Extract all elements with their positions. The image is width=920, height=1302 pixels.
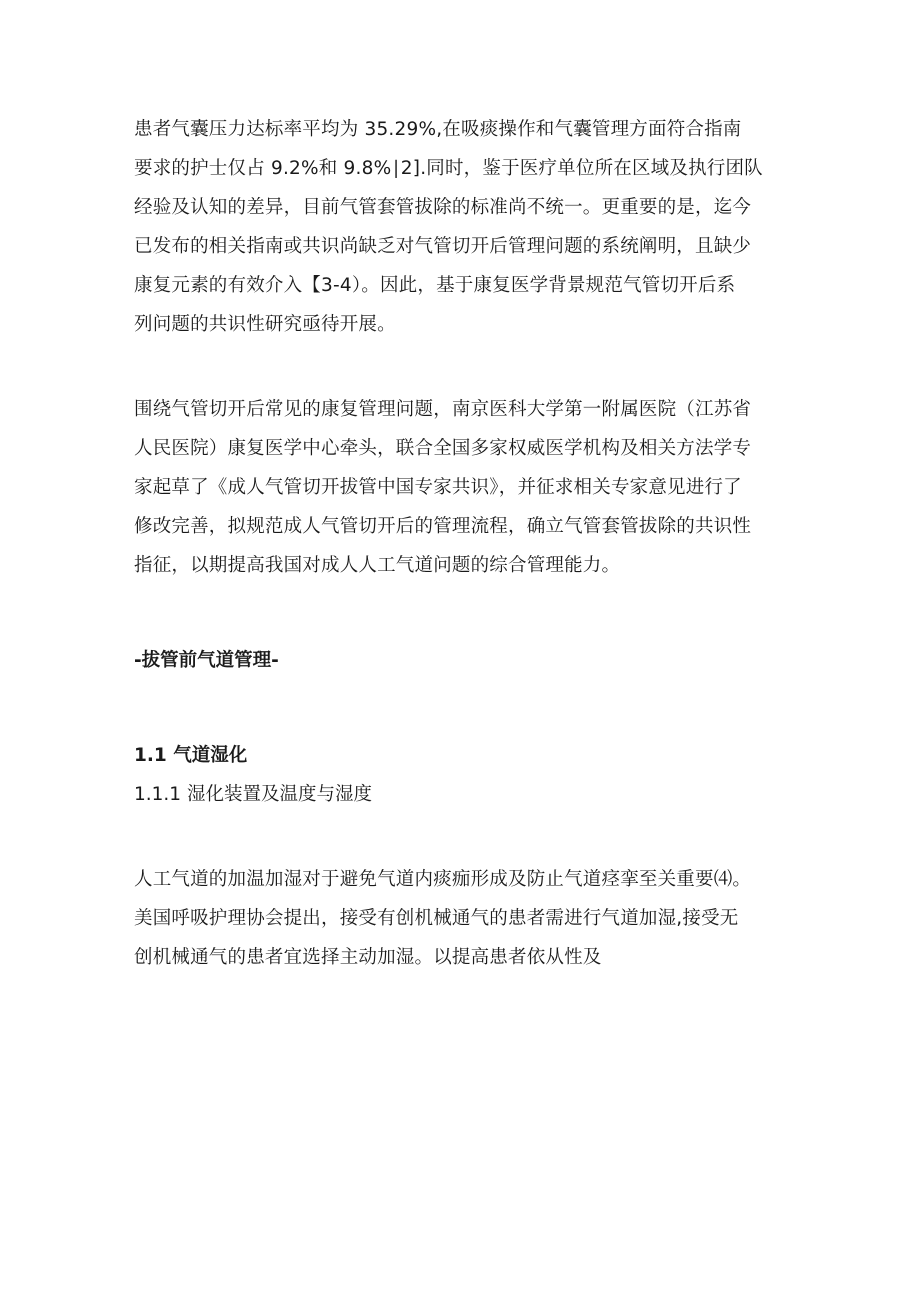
text-line: 围绕气管切开后常见的康复管理问题，南京医科大学第一附属医院（江苏省 <box>134 399 752 420</box>
text-line: 要求的护士仅占 9.2%和 9.8%∣2].同时，鉴于医疗单位所在区域及执行团队 <box>134 158 763 179</box>
text-line: 人民医院）康复医学中心牵头，联合全国多家权威医学机构及相关方法学专 <box>134 438 752 459</box>
text-line: 家起草了《成人气管切开拔管中国专家共识》，并征求相关专家意见进行了 <box>134 477 742 498</box>
paragraph-1 <box>134 110 794 344</box>
text-line: 康复元素的有效介入【3-4）。因此，基于康复医学背景规范气管切开后系 <box>134 275 736 296</box>
text-line: 指征，以期提高我国对成人人工气道问题的综合管理能力。 <box>134 555 621 576</box>
section-heading: -拔管前气道管理- <box>134 650 279 671</box>
paragraph-spacer <box>134 585 794 641</box>
text-line: 患者气囊压力达标率平均为 35.29%,在吸痰操作和气囊管理方面符合指南 <box>134 119 742 140</box>
text-line: 美国呼吸护理协会提出，接受有创机械通气的患者需进行气道加湿,接受无 <box>134 908 739 929</box>
subsubsection-heading: 1.1.1 湿化装置及温度与湿度 <box>134 784 372 805</box>
paragraph-spacer <box>134 680 794 736</box>
paragraph-spacer <box>134 344 794 390</box>
text-line: 人工气道的加温加湿对于避免气道内痰痂形成及防止气道痉挛至关重要⑷。 <box>134 869 752 890</box>
text-line: 修改完善，拟规范成人气管切开后的管理流程，确立气管套管拔除的共识性 <box>134 516 752 537</box>
document-body <box>134 110 794 977</box>
text-line: 经验及认知的差异，目前气管套管拔除的标准尚不统一。更重要的是，迄今 <box>134 197 752 218</box>
subsection-heading: 1.1 气道湿化 <box>134 745 248 766</box>
text-line: 创机械通气的患者宜选择主动加湿。以提高患者依从性及 <box>134 947 602 968</box>
paragraph-2 <box>134 390 794 585</box>
text-line: 已发布的相关指南或共识尚缺乏对气管切开后管理问题的系统阐明，且缺少 <box>134 236 752 257</box>
paragraph-3 <box>134 860 794 977</box>
paragraph-spacer <box>134 814 794 860</box>
text-line: 列问题的共识性研究亟待开展。 <box>134 314 396 335</box>
